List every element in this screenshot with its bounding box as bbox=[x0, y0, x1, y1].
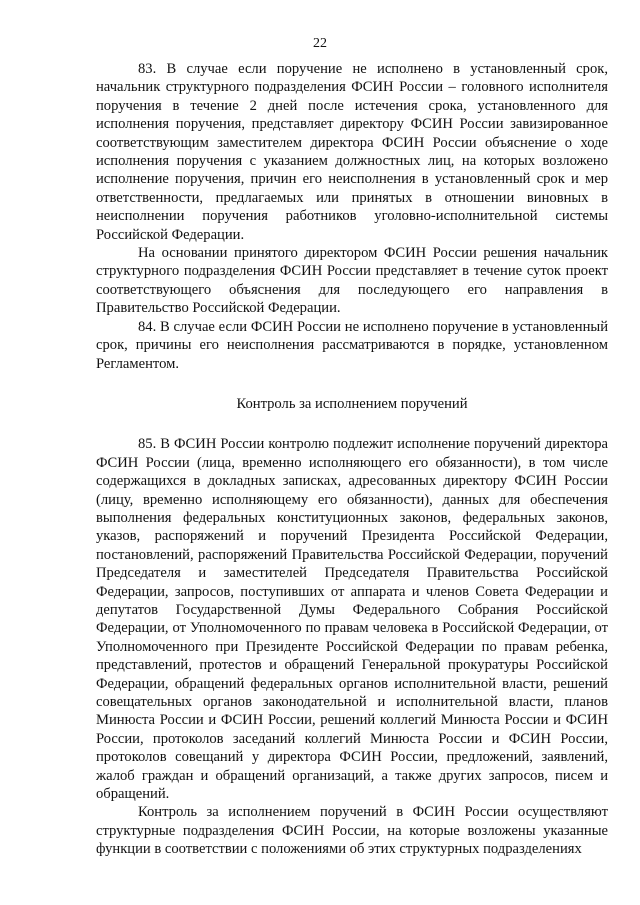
page-number: 22 bbox=[313, 36, 327, 51]
paragraph-control: Контроль за исполнением поручений в ФСИН России осуществляют структурные подразделения ФСИН России, на которые возложены указанные функции в соответствии с положениями об этих структурных подразделениях bbox=[96, 804, 608, 858]
paragraph-84: 84. В случае если ФСИН России не исполнено поручение в установленный срок, причины его неисполнения рассматриваются в порядке, установленном Регламентом. bbox=[96, 318, 608, 372]
paragraph-85: 85. В ФСИН России контролю подлежит исполнение поручений директора ФСИН России (лица, временно исполняющего его обязанности), в том числе содержащихся в докладных записках, адресованных директору ФСИН России (лицу, временно исполняющему его обязанности), данных для обеспечения выполнения федеральных конституционных законов, федеральных законов, указов, распоряжений и поручений Президента Российской Федерации, постановлений, распоряжений Правительства Российской Федерации, поручений Председателя и заместителей Председателя Правительства Российской Федерации, запросов, поступивших от аппарата и членов Совета Федерации и депутатов Государственной Думы Федерального Собрания Российской Федерации, от Уполномоченного по правам человека в Российской Федерации, от Уполномоченного при Президенте Российской Федерации по правам ребенка, представлений, протестов и обращений Генеральной прокуратуры Российской Федерации, обращений федеральных органов исполнительной власти, решений совещательных органов законодательной и исполнительной власти, планов Минюста России и ФСИН России, решений коллегий Минюста России и ФСИН России, протоколов заседаний коллегий Минюста России и ФСИН России, протоколов совещаний у директора ФСИН России, предложений, заявлений, жалоб граждан и обращений организаций, а также других запросов, писем и обращений. bbox=[96, 436, 608, 803]
section-heading: Контроль за исполнением поручений bbox=[236, 395, 468, 412]
paragraph-decision: На основании принятого директором ФСИН России решения начальник структурного подразделения ФСИН России представляет в течение суток проект соответствующего объяснения для последующего его направления в Правительство Российской Федерации. bbox=[96, 245, 608, 317]
paragraph-83: 83. В случае если поручение не исполнено в установленный срок, начальник структурного подразделения ФСИН России – головного исполнителя поручения в течение 2 дней после истечения срока, установленного для исполнения поручения, представляет директору ФСИН России завизированное соответствующим заместителем директора ФСИН России объяснение о ходе исполнения поручения с указанием должностных лиц, на которых возложено исполнение поручения, причин его неисполнения в установленный срок и мер ответственности, предлагаемых или принятых в отношении виновных в неисполнении поручения работников уголовно-исполнительной системы Российской Федерации. bbox=[96, 61, 608, 243]
document-body bbox=[96, 60, 608, 859]
